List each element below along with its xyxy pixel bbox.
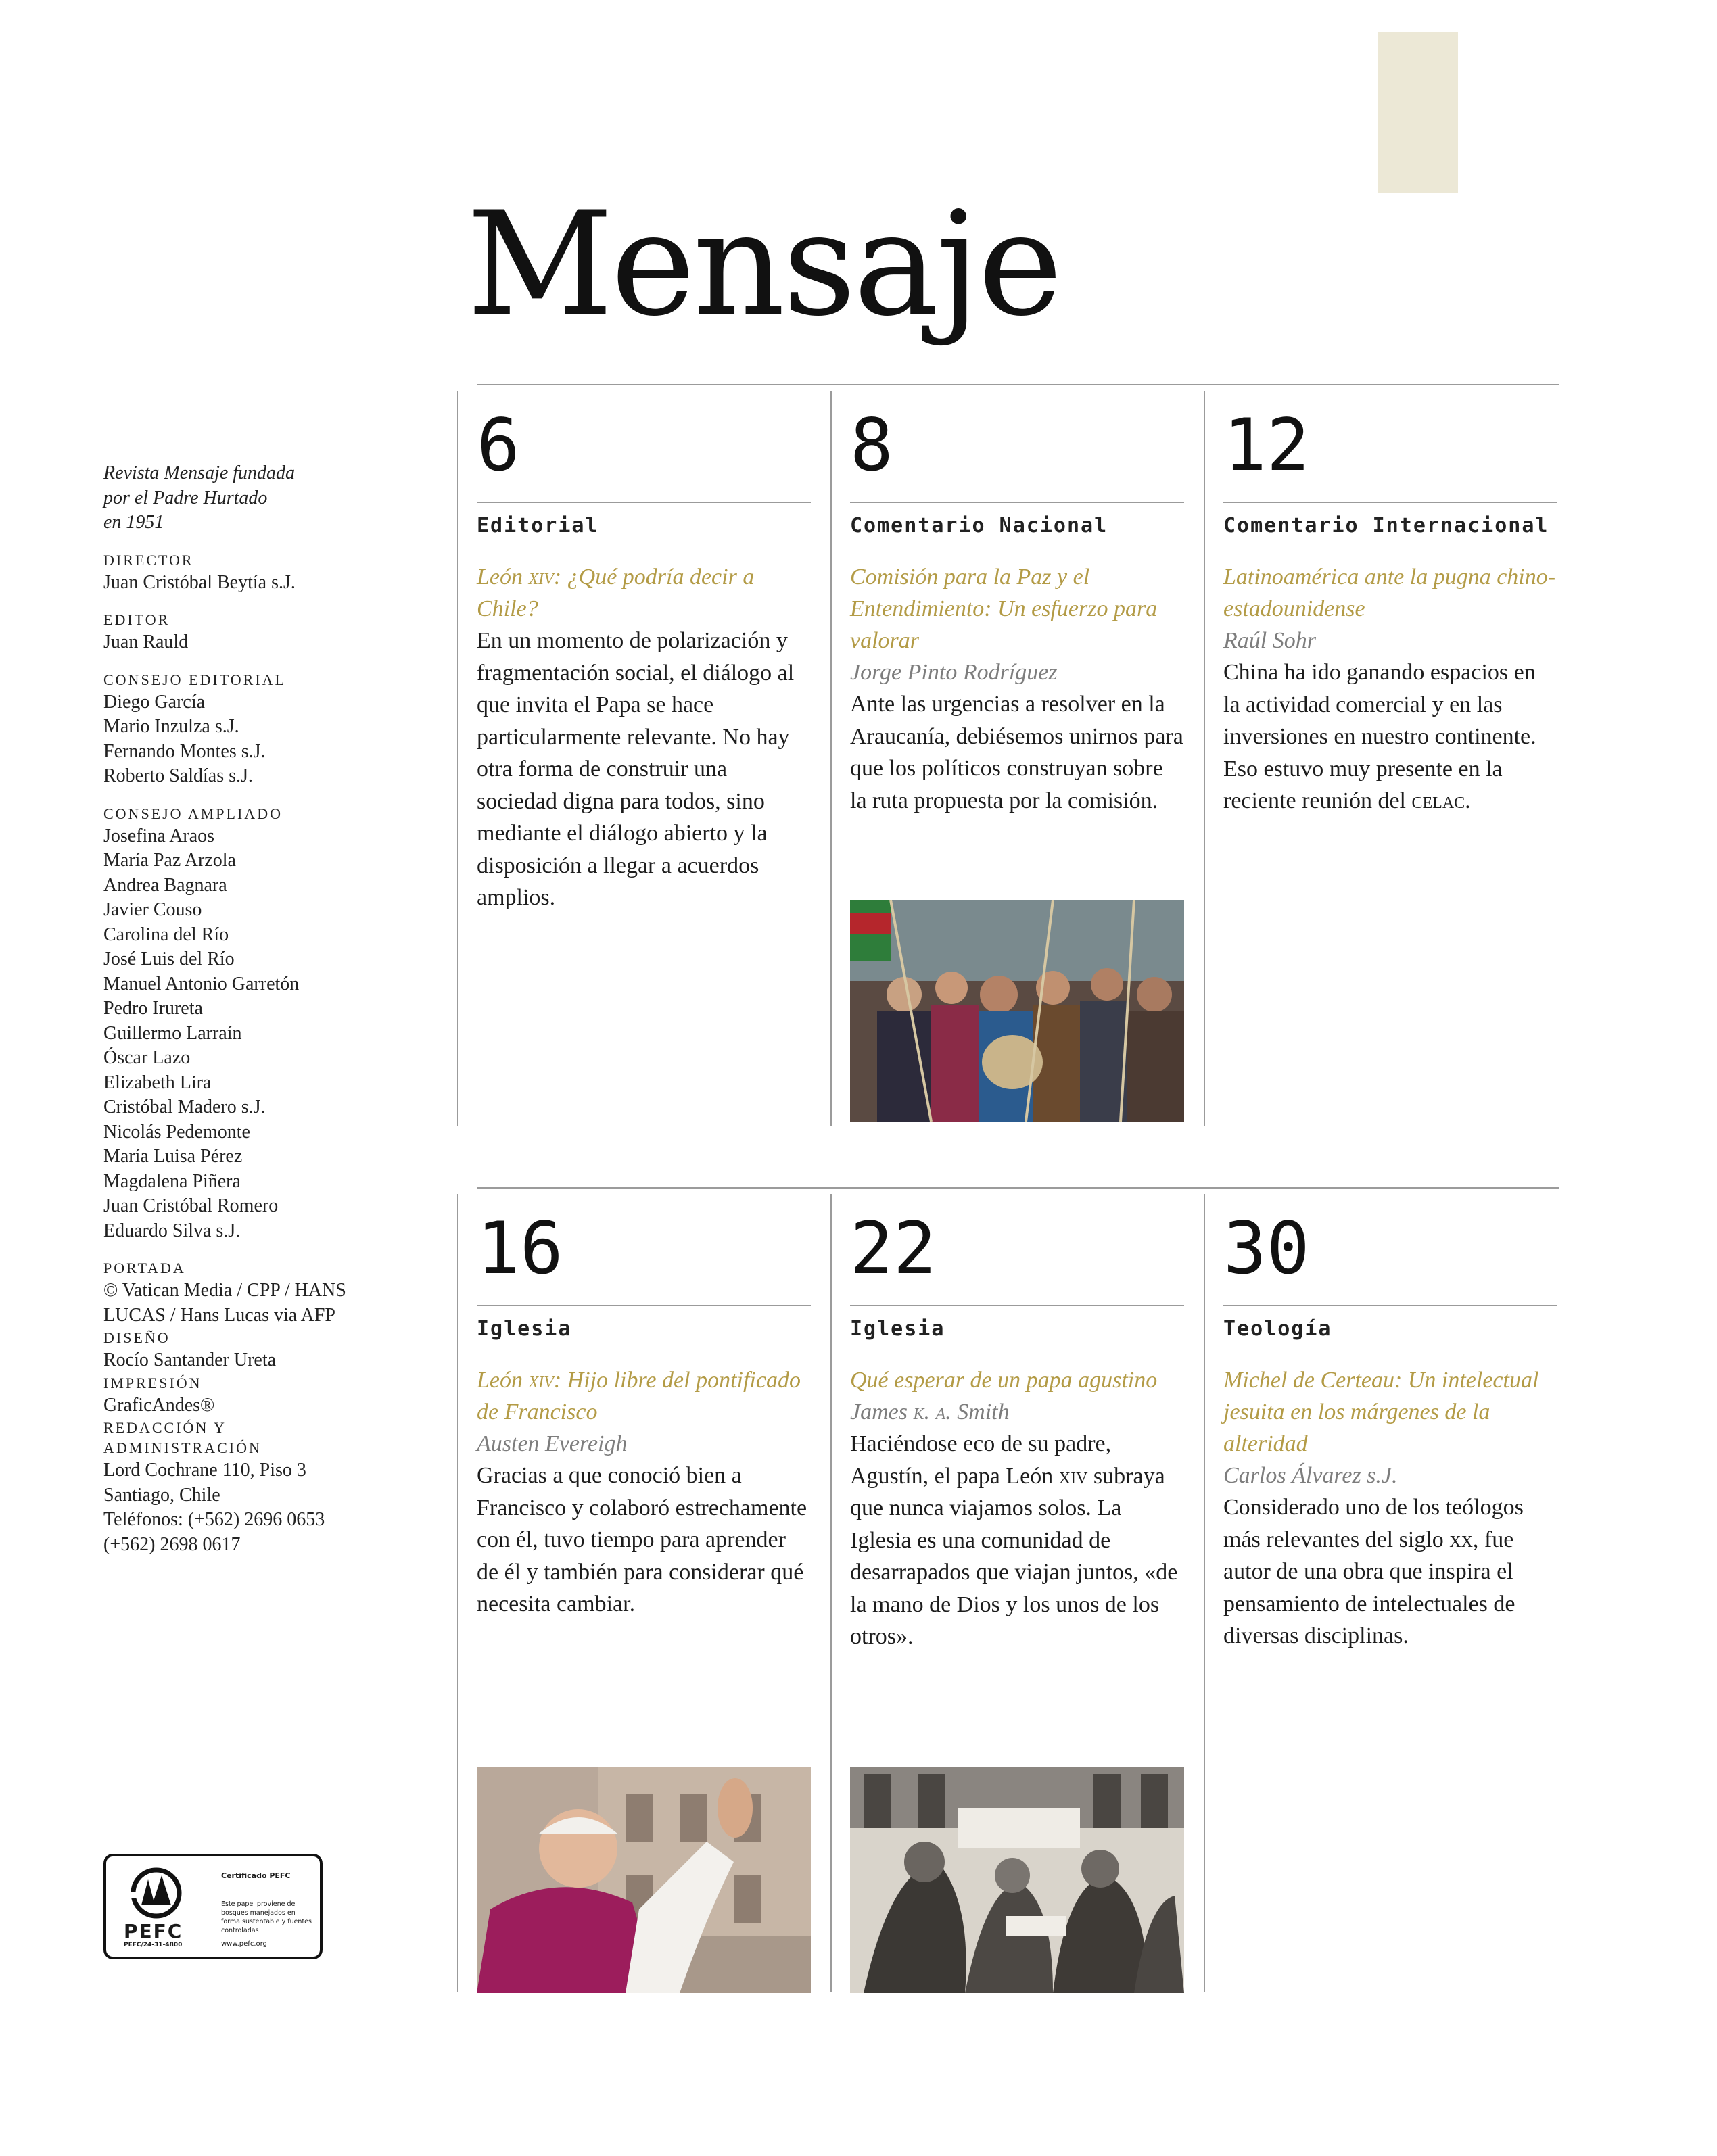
- council-member: Roberto Saldías s.J.: [103, 765, 253, 786]
- council-member: Mario Inzulza s.J.: [103, 716, 239, 737]
- column-divider: [457, 1194, 458, 1992]
- color-tab: [1378, 32, 1458, 193]
- impresion-label: IMPRESIÓN: [103, 1374, 202, 1391]
- article-comentario-internacional[interactable]: [1223, 400, 1557, 817]
- consejo-ampliado-label: CONSEJO AMPLIADO: [103, 805, 283, 822]
- photo-araucania-march: [850, 900, 1184, 1122]
- page-number: 12: [1223, 404, 1310, 487]
- page-number: 22: [850, 1207, 937, 1290]
- council-member: Eduardo Silva s.J.: [103, 1220, 241, 1241]
- article-summary: China ha ido ganando espacios en la actividad comercial y en las inversiones en nuestro continente. Eso estuvo muy presente en la reciente reunión del celac.: [1223, 660, 1536, 813]
- council-member: Javier Couso: [103, 899, 202, 920]
- council-member: Óscar Lazo: [103, 1047, 191, 1068]
- page-number: 6: [477, 404, 520, 487]
- redaccion-label: REDACCIÓN Y ADMINISTRACIÓN: [103, 1419, 262, 1456]
- article-summary: Considerado uno de los teólogos más relevantes del siglo xx, fue autor de una obra que inspira el pensamiento de intelectuales de diversas disciplinas.: [1223, 1495, 1524, 1648]
- diseno-name: Rocío Santander Ureta: [103, 1349, 277, 1370]
- article-editorial[interactable]: [477, 400, 811, 914]
- council-member: Andrea Bagnara: [103, 874, 227, 896]
- pefc-cert-title: Certificado PEFC: [221, 1871, 291, 1880]
- article-rule: [477, 502, 811, 503]
- article-teologia[interactable]: [1223, 1203, 1557, 1652]
- middle-rule: [477, 1187, 1559, 1189]
- pefc-certification-badge: [103, 1854, 323, 1959]
- article-title[interactable]: Comisión para la Paz y el Entendimiento: Un esfuerzo para valorar: [850, 565, 1158, 653]
- article-summary: En un momento de polarización y fragmentación social, el diálogo al que invita el Papa se hace particularmente relevante. No hay otra forma de construir una sociedad digna para todos, sino mediante el diálogo abierto y la disposición a llegar a acuerdos amplios.: [477, 628, 795, 910]
- pefc-url: www.pefc.org: [221, 1940, 267, 1948]
- page-number: 30: [1223, 1207, 1310, 1290]
- article-summary: Gracias a que conoció bien a Francisco y colaboró estrechamente con él, tuvo tiempo para aprender de él y también para considerar qué necesita cambiar.: [477, 1463, 807, 1616]
- council-member: Fernando Montes s.J.: [103, 740, 266, 762]
- article-title[interactable]: León xiv: Hijo libre del pontificado de Francisco: [477, 1368, 801, 1424]
- article-rule: [850, 1305, 1184, 1306]
- council-member: Diego García: [103, 691, 206, 713]
- article-rule: [1223, 1305, 1557, 1306]
- pefc-note: Este papel proviene de bosques manejados en forma sustentable y fuentes controladas: [221, 1900, 312, 1934]
- consejo-editorial-list: [103, 690, 387, 789]
- article-author: Jorge Pinto Rodríguez: [850, 660, 1058, 685]
- column-divider: [830, 1194, 832, 1992]
- article-title[interactable]: Latinoamérica ante la pugna chino-estadounidense: [1223, 565, 1556, 621]
- council-member: Nicolás Pedemonte: [103, 1121, 250, 1143]
- council-member: Carolina del Río: [103, 924, 229, 945]
- section-label: Iglesia: [477, 1317, 572, 1341]
- article-comentario-nacional[interactable]: [850, 400, 1184, 817]
- council-member: Guillermo Larraín: [103, 1022, 242, 1044]
- top-rule: [477, 384, 1559, 385]
- consejo-ampliado-list: [103, 824, 387, 1244]
- column-divider: [457, 391, 458, 1126]
- masthead-credits: [103, 461, 387, 1557]
- article-summary: Ante las urgencias a resolver en la Araucanía, debiésemos unirnos para que los políticos construyan sobre la ruta propuesta por la comisión.: [850, 692, 1183, 813]
- council-member: Magdalena Piñera: [103, 1170, 241, 1192]
- photo-pope-balcony: [477, 1767, 811, 1993]
- council-member: Cristóbal Madero s.J.: [103, 1097, 266, 1118]
- founding-note: Revista Mensaje fundada por el Padre Hurtado en 1951: [103, 462, 296, 533]
- section-label: Comentario Nacional: [850, 514, 1108, 537]
- editor-name: Juan Rauld: [103, 631, 189, 652]
- column-divider: [1204, 1194, 1205, 1992]
- page-number: 16: [477, 1207, 563, 1290]
- article-title[interactable]: Qué esperar de un papa agustino: [850, 1368, 1158, 1393]
- section-label: Iglesia: [850, 1317, 945, 1341]
- council-member: José Luis del Río: [103, 949, 235, 969]
- diseno-label: DISEÑO: [103, 1329, 170, 1346]
- consejo-editorial-label: CONSEJO EDITORIAL: [103, 671, 286, 688]
- article-rule: [477, 1305, 811, 1306]
- section-label: Editorial: [477, 514, 599, 537]
- redaccion-address: Lord Cochrane 110, Piso 3 Santiago, Chile Teléfonos: (+562) 2696 0653 (+562) 2698 0617: [103, 1460, 325, 1555]
- council-member: María Paz Arzola: [103, 850, 236, 871]
- column-divider: [1204, 391, 1205, 1126]
- council-member: María Luisa Pérez: [103, 1146, 243, 1167]
- article-author: Raúl Sohr: [1223, 628, 1316, 653]
- director-label: DIRECTOR: [103, 551, 194, 569]
- article-rule: [850, 502, 1184, 503]
- masthead-title: Mensaje: [467, 181, 1060, 348]
- council-member: Pedro Irureta: [103, 998, 203, 1019]
- photo-augustinian-engraving: [850, 1767, 1184, 1993]
- portada-credit: © Vatican Media / CPP / HANS LUCAS / Hans Lucas via AFP: [103, 1280, 346, 1326]
- council-member: Elizabeth Lira: [103, 1072, 212, 1093]
- page-number: 8: [850, 404, 893, 487]
- article-iglesia-leon[interactable]: [477, 1203, 811, 1621]
- article-author: Austen Evereigh: [477, 1431, 628, 1456]
- pefc-logo-icon: [128, 1867, 186, 1919]
- article-author: James k. a. Smith: [850, 1399, 1010, 1424]
- editor-label: EDITOR: [103, 611, 170, 628]
- council-member: Josefina Araos: [103, 825, 215, 846]
- pefc-logo-text: PEFC: [124, 1920, 183, 1942]
- council-member: Juan Cristóbal Romero: [103, 1195, 279, 1216]
- article-iglesia-agustino[interactable]: [850, 1203, 1184, 1653]
- article-author: Carlos Álvarez s.J.: [1223, 1463, 1398, 1488]
- section-label: Teología: [1223, 1317, 1332, 1341]
- article-title[interactable]: Michel de Certeau: Un intelectual jesuita en los márgenes de la alteridad: [1223, 1368, 1539, 1456]
- director-name: Juan Cristóbal Beytía s.J.: [103, 571, 296, 593]
- council-member: Manuel Antonio Garretón: [103, 973, 300, 995]
- article-title[interactable]: León xiv: ¿Qué podría decir a Chile?: [477, 565, 755, 621]
- article-summary: Haciéndose eco de su padre, Agustín, el papa León xiv subraya que nunca viajamos solos. La Iglesia es una comunidad de desarrapados que viajan juntos, «de la mano de Dios y los unos de los otros».: [850, 1431, 1178, 1649]
- column-divider: [830, 391, 832, 1126]
- section-label: Comentario Internacional: [1223, 514, 1549, 537]
- article-rule: [1223, 502, 1557, 503]
- pefc-code: PEFC/24-31-4800: [124, 1942, 183, 1948]
- portada-label: PORTADA: [103, 1260, 186, 1276]
- impresion-name: GraficAndes®: [103, 1394, 215, 1416]
